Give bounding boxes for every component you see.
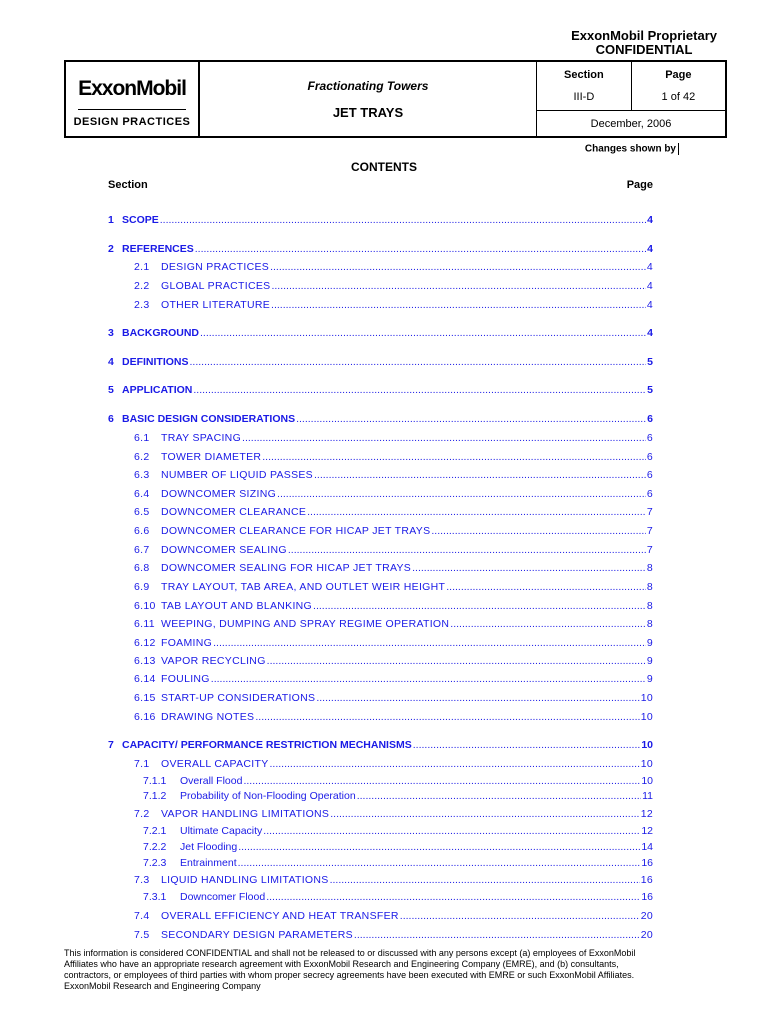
toc-entry-title: DOWNCOMER SEALING FOR HICAP JET TRAYS bbox=[161, 562, 412, 574]
document-category: Fractionating Towers bbox=[307, 78, 429, 93]
toc-entry-number: 6.5 bbox=[134, 506, 150, 518]
toc-entry-title: OTHER LITERATURE bbox=[161, 299, 271, 311]
toc-entry-number: 2.3 bbox=[134, 299, 150, 311]
design-practices-label: DESIGN PRACTICES bbox=[73, 115, 191, 128]
toc-entry-number: 6.13 bbox=[134, 655, 156, 667]
toc-leader-dots bbox=[431, 525, 645, 537]
toc-entry-number: 2.1 bbox=[134, 261, 150, 273]
toc-entry[interactable] bbox=[134, 488, 653, 502]
toc-entry-page: 10 bbox=[640, 711, 653, 723]
toc-entry-title: BACKGROUND bbox=[122, 327, 199, 339]
proprietary-line: ExxonMobil Proprietary bbox=[571, 28, 717, 43]
toc-entry[interactable] bbox=[108, 356, 653, 370]
changes-label: Changes shown by bbox=[584, 143, 676, 155]
toc-entry-title: Jet Flooding bbox=[180, 841, 238, 853]
toc-entry-title: SECONDARY DESIGN PARAMETERS bbox=[161, 929, 353, 941]
toc-entry-title: FOAMING bbox=[161, 637, 213, 649]
page-cell bbox=[631, 61, 726, 111]
toc-entry-title: GLOBAL PRACTICES bbox=[161, 280, 271, 292]
document-header bbox=[64, 60, 727, 138]
toc-entry-page: 4 bbox=[647, 243, 653, 255]
toc-entry-number: 6.1 bbox=[134, 432, 150, 444]
toc-entry-title: VAPOR RECYCLING bbox=[161, 655, 266, 667]
toc-entry-title: TRAY LAYOUT, TAB AREA, AND OUTLET WEIR HEIGHT bbox=[161, 581, 446, 593]
toc-entry[interactable] bbox=[134, 618, 653, 632]
toc-entry-number: 7.2 bbox=[134, 808, 150, 820]
toc-entry-number: 1 bbox=[108, 214, 114, 226]
toc-entry-number: 6.15 bbox=[134, 692, 156, 704]
toc-leader-dots bbox=[195, 243, 646, 255]
footer-company: ExxonMobil Research and Engineering Company bbox=[64, 981, 261, 991]
toc-leader-dots bbox=[200, 327, 646, 339]
toc-entry-number: 7.2.3 bbox=[143, 857, 167, 869]
toc-entry-title: Entrainment bbox=[180, 857, 237, 869]
toc-leader-dots bbox=[450, 618, 646, 630]
toc-entry-page: 16 bbox=[641, 857, 653, 869]
toc-entry-number: 6 bbox=[108, 413, 114, 425]
toc-entry-title: LIQUID HANDLING LIMITATIONS bbox=[161, 874, 329, 886]
toc-entry-number: 6.14 bbox=[134, 673, 156, 685]
toc-entry-title: OVERALL CAPACITY bbox=[161, 758, 269, 770]
toc-leader-dots bbox=[288, 544, 646, 556]
toc-entry-title: VAPOR HANDLING LIMITATIONS bbox=[161, 808, 330, 820]
toc-entry-number: 6.10 bbox=[134, 600, 156, 612]
issue-date: December, 2006 bbox=[590, 117, 672, 130]
toc-entry-page: 16 bbox=[641, 891, 653, 903]
toc-entry[interactable] bbox=[134, 711, 653, 725]
toc-entry-page: 5 bbox=[647, 384, 653, 396]
toc-leader-dots bbox=[357, 790, 641, 802]
toc-entry-page: 9 bbox=[646, 673, 653, 685]
toc-entry-title: DOWNCOMER CLEARANCE FOR HICAP JET TRAYS bbox=[161, 525, 431, 537]
confidentiality-footer bbox=[64, 948, 724, 992]
toc-entry[interactable] bbox=[134, 692, 653, 706]
toc-entry-title: DOWNCOMER SEALING bbox=[161, 544, 287, 556]
toc-entry-number: 7.2.1 bbox=[143, 825, 167, 837]
toc-entry-title: TAB LAYOUT AND BLANKING bbox=[161, 600, 313, 612]
toc-leader-dots bbox=[211, 673, 646, 685]
toc-entry-number: 7.4 bbox=[134, 910, 150, 922]
toc-entry-number: 6.6 bbox=[134, 525, 150, 537]
toc-entry-title: REFERENCES bbox=[122, 243, 194, 255]
page-column-header: Page bbox=[626, 179, 653, 191]
toc-entry[interactable] bbox=[134, 758, 653, 772]
toc-entry-page: 4 bbox=[647, 214, 653, 226]
toc-entry-page: 6 bbox=[646, 488, 653, 500]
toc-entry-page: 16 bbox=[640, 874, 653, 886]
toc-entry[interactable] bbox=[143, 790, 653, 804]
contents-title: CONTENTS bbox=[351, 160, 417, 174]
toc-entry-number: 7.3 bbox=[134, 874, 150, 886]
toc-entry-number: 6.2 bbox=[134, 451, 150, 463]
toc-entry-number: 4 bbox=[108, 356, 114, 368]
toc-leader-dots bbox=[316, 692, 639, 704]
toc-leader-dots bbox=[313, 600, 646, 612]
toc-leader-dots bbox=[330, 874, 640, 886]
toc-leader-dots bbox=[238, 841, 640, 853]
toc-entry-title: WEEPING, DUMPING AND SPRAY REGIME OPERATION bbox=[161, 618, 450, 630]
toc-entry-title: DRAWING NOTES bbox=[161, 711, 255, 723]
toc-entry-page: 8 bbox=[646, 618, 653, 630]
toc-entry[interactable] bbox=[108, 327, 653, 341]
toc-leader-dots bbox=[277, 488, 646, 500]
toc-entry-page: 7 bbox=[646, 506, 653, 518]
toc-leader-dots bbox=[330, 808, 639, 820]
toc-entry-number: 7.1.1 bbox=[143, 775, 167, 787]
toc-entry[interactable] bbox=[134, 451, 653, 465]
toc-entry-page: 6 bbox=[646, 469, 653, 481]
toc-leader-dots bbox=[271, 299, 646, 311]
toc-leader-dots bbox=[412, 562, 646, 574]
toc-entry-page: 4 bbox=[646, 280, 653, 292]
toc-entry[interactable] bbox=[143, 775, 653, 789]
toc-entry-title: SCOPE bbox=[122, 214, 159, 226]
footer-line: Affiliates who have an appropriate research agreement with ExxonMobil Research and Engineering Company (EMRE), and (b) consultants, bbox=[64, 959, 619, 969]
toc-entry[interactable] bbox=[108, 214, 653, 228]
toc-leader-dots bbox=[243, 775, 640, 787]
toc-entry-page: 9 bbox=[646, 637, 653, 649]
toc-entry-page: 9 bbox=[646, 655, 653, 667]
toc-entry-number: 6.7 bbox=[134, 544, 150, 556]
toc-entry-page: 12 bbox=[641, 825, 653, 837]
toc-entry[interactable] bbox=[134, 432, 653, 446]
toc-entry[interactable] bbox=[143, 891, 653, 905]
toc-entry[interactable] bbox=[108, 739, 653, 753]
toc-leader-dots bbox=[446, 581, 646, 593]
toc-entry[interactable] bbox=[134, 562, 653, 576]
toc-entry-number: 5 bbox=[108, 384, 114, 396]
toc-leader-dots bbox=[307, 506, 646, 518]
toc-entry-page: 8 bbox=[646, 581, 653, 593]
toc-entry[interactable] bbox=[134, 525, 653, 539]
toc-entry-title: DOWNCOMER CLEARANCE bbox=[161, 506, 307, 518]
footer-line: contractors, or employees of third parties with whom proper secrecy agreements have been executed with EMRE or such ExxonMobil Affiliates. bbox=[64, 970, 635, 980]
toc-entry-page: 12 bbox=[640, 808, 653, 820]
toc-leader-dots bbox=[314, 469, 646, 481]
toc-entry-title: DESIGN PRACTICES bbox=[161, 261, 270, 273]
toc-entry[interactable] bbox=[108, 243, 653, 257]
toc-entry-page: 8 bbox=[646, 600, 653, 612]
toc-entry[interactable] bbox=[108, 413, 653, 427]
toc-entry[interactable] bbox=[134, 280, 653, 294]
toc-entry[interactable] bbox=[134, 673, 653, 687]
toc-entry-number: 6.4 bbox=[134, 488, 150, 500]
changes-indicator bbox=[585, 143, 679, 155]
toc-entry-title: Probability of Non-Flooding Operation bbox=[180, 790, 356, 802]
toc-entry[interactable] bbox=[134, 261, 653, 275]
logo-divider bbox=[78, 109, 186, 110]
toc-entry-number: 2.2 bbox=[134, 280, 150, 292]
toc-leader-dots bbox=[270, 261, 646, 273]
toc-leader-dots bbox=[267, 655, 646, 667]
title-cell bbox=[199, 61, 537, 137]
section-value: III-D bbox=[573, 91, 595, 103]
toc-entry-page: 4 bbox=[646, 261, 653, 273]
toc-entry[interactable] bbox=[134, 808, 653, 822]
toc-leader-dots bbox=[400, 910, 640, 922]
toc-leader-dots bbox=[263, 825, 640, 837]
toc-entry[interactable] bbox=[134, 874, 653, 888]
page-label: Page bbox=[665, 69, 692, 81]
toc-entry-number: 6.11 bbox=[134, 618, 155, 630]
toc-entry[interactable] bbox=[134, 469, 653, 483]
toc-entry-number: 3 bbox=[108, 327, 114, 339]
toc-entry[interactable] bbox=[108, 384, 653, 398]
toc-leader-dots bbox=[238, 857, 641, 869]
toc-entry-number: 6.12 bbox=[134, 637, 156, 649]
toc-entry[interactable] bbox=[143, 841, 653, 855]
toc-leader-dots bbox=[190, 356, 647, 368]
section-label: Section bbox=[564, 69, 604, 81]
toc-entry-title: DOWNCOMER SIZING bbox=[161, 488, 277, 500]
toc-entry[interactable] bbox=[134, 581, 653, 595]
toc-leader-dots bbox=[270, 758, 640, 770]
toc-entry-page: 4 bbox=[647, 327, 653, 339]
toc-entry-number: 7.5 bbox=[134, 929, 150, 941]
toc-entry-page: 4 bbox=[646, 299, 653, 311]
toc-entry-page: 14 bbox=[641, 841, 653, 853]
toc-entry-page: 6 bbox=[647, 413, 653, 425]
page-value: 1 of 42 bbox=[661, 91, 696, 103]
toc-entry-title: Downcomer Flood bbox=[180, 891, 266, 903]
toc-leader-dots bbox=[262, 451, 646, 463]
toc-leader-dots bbox=[255, 711, 639, 723]
toc-leader-dots bbox=[266, 891, 640, 903]
date-cell bbox=[537, 111, 727, 138]
toc-entry-number: 7 bbox=[108, 739, 114, 751]
toc-entry-title: TOWER DIAMETER bbox=[161, 451, 262, 463]
toc-leader-dots bbox=[213, 637, 646, 649]
toc-entry-title: TRAY SPACING bbox=[161, 432, 242, 444]
section-column-header: Section bbox=[108, 179, 148, 191]
toc-entry-page: 10 bbox=[641, 739, 653, 751]
toc-entry-title: BASIC DESIGN CONSIDERATIONS bbox=[122, 413, 296, 425]
toc-leader-dots bbox=[160, 214, 646, 226]
proprietary-notice bbox=[571, 29, 717, 57]
toc-entry-title: START-UP CONSIDERATIONS bbox=[161, 692, 316, 704]
toc-entry-number: 6.16 bbox=[134, 711, 156, 723]
logo-cell bbox=[65, 61, 199, 137]
toc-entry-title: Ultimate Capacity bbox=[180, 825, 263, 837]
toc-entry[interactable] bbox=[143, 857, 653, 871]
toc-entry-title: Overall Flood bbox=[180, 775, 243, 787]
toc-leader-dots bbox=[242, 432, 646, 444]
toc-entry-page: 5 bbox=[647, 356, 653, 368]
toc-entry-number: 2 bbox=[108, 243, 114, 255]
toc-entry-page: 7 bbox=[646, 525, 653, 537]
toc-entry-title: OVERALL EFFICIENCY AND HEAT TRANSFER bbox=[161, 910, 399, 922]
toc-entry[interactable] bbox=[143, 825, 653, 839]
toc-entry[interactable] bbox=[134, 655, 653, 669]
toc-entry-page: 20 bbox=[640, 929, 653, 941]
toc-entry-page: 10 bbox=[640, 692, 653, 704]
toc-entry[interactable] bbox=[134, 929, 653, 943]
toc-entry[interactable] bbox=[134, 910, 653, 924]
toc-entry-title: NUMBER OF LIQUID PASSES bbox=[161, 469, 313, 481]
footer-line: This information is considered CONFIDENTIAL and shall not be released to or discussed with any persons except (a) employees of ExxonMobil bbox=[64, 948, 636, 958]
toc-entry-page: 20 bbox=[640, 910, 653, 922]
toc-entry[interactable] bbox=[134, 637, 653, 651]
toc-entry-number: 7.3.1 bbox=[143, 891, 167, 903]
toc-leader-dots bbox=[193, 384, 646, 396]
toc-leader-dots bbox=[296, 413, 646, 425]
toc-entry-page: 11 bbox=[642, 790, 653, 802]
toc-entry[interactable] bbox=[134, 544, 653, 558]
toc-entry-title: CAPACITY/ PERFORMANCE RESTRICTION MECHANISMS bbox=[122, 739, 412, 751]
toc-entry[interactable] bbox=[134, 506, 653, 520]
toc-entry-number: 7.2.2 bbox=[143, 841, 167, 853]
toc-leader-dots bbox=[354, 929, 640, 941]
toc-entry-title: DEFINITIONS bbox=[122, 356, 189, 368]
toc-entry-page: 6 bbox=[646, 451, 653, 463]
change-bar bbox=[678, 143, 679, 155]
toc-entry-number: 6.9 bbox=[134, 581, 150, 593]
toc-entry-number: 7.1 bbox=[134, 758, 150, 770]
toc-entry-page: 10 bbox=[641, 775, 653, 787]
section-cell bbox=[537, 61, 632, 111]
confidential-line: CONFIDENTIAL bbox=[595, 42, 693, 57]
toc-entry[interactable] bbox=[134, 299, 653, 313]
toc-entry-title: APPLICATION bbox=[122, 384, 193, 396]
toc-entry-number: 7.1.2 bbox=[143, 790, 167, 802]
toc-entry-page: 10 bbox=[640, 758, 653, 770]
toc-entry-number: 6.3 bbox=[134, 469, 150, 481]
document-title: JET TRAYS bbox=[332, 104, 404, 120]
exxonmobil-logo: ExxonMobil bbox=[78, 76, 186, 100]
toc-entry-page: 7 bbox=[646, 544, 653, 556]
toc-leader-dots bbox=[413, 739, 641, 751]
toc-entry-title: FOULING bbox=[161, 673, 210, 685]
toc-entry[interactable] bbox=[134, 600, 653, 614]
toc-entry-page: 8 bbox=[646, 562, 653, 574]
toc-entry-number: 6.8 bbox=[134, 562, 150, 574]
toc-entry-page: 6 bbox=[646, 432, 653, 444]
toc-leader-dots bbox=[271, 280, 645, 292]
